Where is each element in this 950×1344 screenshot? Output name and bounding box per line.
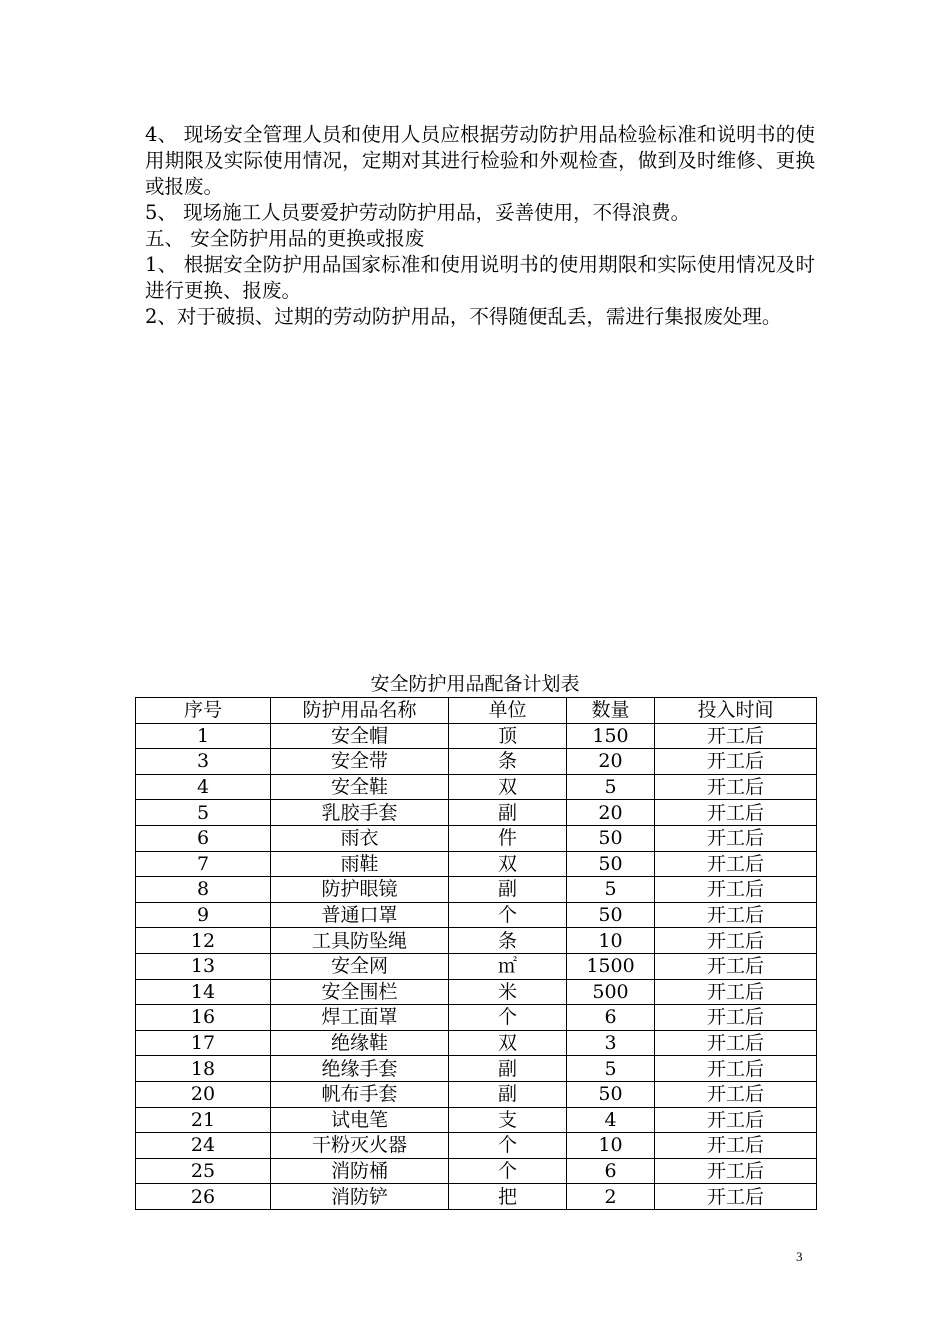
cell-time: 开工后 xyxy=(655,979,817,1005)
table-row xyxy=(136,902,817,928)
cell-item-name: 安全帽 xyxy=(271,723,449,749)
cell-quantity: 1500 xyxy=(567,953,655,979)
cell-time: 开工后 xyxy=(655,851,817,877)
table-row xyxy=(136,774,817,800)
paragraph-2: 2、对于破损、过期的劳动防护用品，不得随便乱丢，需进行集报废处理。 xyxy=(145,305,782,328)
cell-time: 开工后 xyxy=(655,1184,817,1210)
cell-unit: 把 xyxy=(449,1184,567,1210)
cell-seq: 16 xyxy=(136,1005,271,1031)
cell-seq: 5 xyxy=(136,800,271,826)
cell-seq: 26 xyxy=(136,1184,271,1210)
table-row xyxy=(136,1158,817,1184)
cell-item-name: 安全带 xyxy=(271,749,449,775)
cell-seq: 3 xyxy=(136,749,271,775)
cell-item-name: 试电笔 xyxy=(271,1107,449,1133)
cell-quantity: 10 xyxy=(567,1133,655,1159)
cell-seq: 17 xyxy=(136,1030,271,1056)
cell-unit: 双 xyxy=(449,774,567,800)
cell-unit: 副 xyxy=(449,800,567,826)
table-row xyxy=(136,800,817,826)
cell-quantity: 3 xyxy=(567,1030,655,1056)
cell-item-name: 雨鞋 xyxy=(271,851,449,877)
table-row xyxy=(136,851,817,877)
cell-unit: 副 xyxy=(449,1081,567,1107)
table-body xyxy=(136,723,817,1209)
cell-item-name: 雨衣 xyxy=(271,825,449,851)
cell-item-name: 干粉灭火器 xyxy=(271,1133,449,1159)
table-row xyxy=(136,877,817,903)
header-time: 投入时间 xyxy=(655,698,817,724)
cell-unit: 双 xyxy=(449,1030,567,1056)
header-seq: 序号 xyxy=(136,698,271,724)
cell-item-name: 焊工面罩 xyxy=(271,1005,449,1031)
cell-seq: 24 xyxy=(136,1133,271,1159)
table-row xyxy=(136,723,817,749)
cell-unit: 个 xyxy=(449,1005,567,1031)
page-number: 3 xyxy=(796,1249,803,1264)
cell-seq: 18 xyxy=(136,1056,271,1082)
cell-unit: ㎡ xyxy=(449,953,567,979)
table-row xyxy=(136,928,817,954)
cell-unit: 条 xyxy=(449,928,567,954)
paragraph-1: 1、 根据安全防护用品国家标准和使用说明书的使用期限和实际使用情况及时进行更换、报废。 xyxy=(145,253,815,302)
cell-time: 开工后 xyxy=(655,1081,817,1107)
cell-time: 开工后 xyxy=(655,1030,817,1056)
cell-time: 开工后 xyxy=(655,723,817,749)
section-heading-5: 五、 安全防护用品的更换或报废 xyxy=(145,227,425,250)
cell-seq: 7 xyxy=(136,851,271,877)
cell-seq: 13 xyxy=(136,953,271,979)
cell-time: 开工后 xyxy=(655,928,817,954)
cell-quantity: 50 xyxy=(567,902,655,928)
cell-seq: 25 xyxy=(136,1158,271,1184)
cell-unit: 副 xyxy=(449,1056,567,1082)
cell-seq: 12 xyxy=(136,928,271,954)
table-row xyxy=(136,1133,817,1159)
cell-time: 开工后 xyxy=(655,1158,817,1184)
cell-item-name: 绝缘鞋 xyxy=(271,1030,449,1056)
cell-unit: 个 xyxy=(449,1158,567,1184)
cell-seq: 1 xyxy=(136,723,271,749)
cell-unit: 支 xyxy=(449,1107,567,1133)
cell-time: 开工后 xyxy=(655,774,817,800)
cell-item-name: 普通口罩 xyxy=(271,902,449,928)
cell-seq: 21 xyxy=(136,1107,271,1133)
cell-quantity: 20 xyxy=(567,749,655,775)
cell-seq: 6 xyxy=(136,825,271,851)
cell-unit: 副 xyxy=(449,877,567,903)
cell-unit: 件 xyxy=(449,825,567,851)
table-header-row xyxy=(136,698,817,724)
cell-item-name: 乳胶手套 xyxy=(271,800,449,826)
cell-time: 开工后 xyxy=(655,825,817,851)
table-row xyxy=(136,953,817,979)
cell-quantity: 10 xyxy=(567,928,655,954)
table-row xyxy=(136,1107,817,1133)
cell-item-name: 工具防坠绳 xyxy=(271,928,449,954)
cell-item-name: 安全网 xyxy=(271,953,449,979)
table-row xyxy=(136,979,817,1005)
cell-unit: 条 xyxy=(449,749,567,775)
cell-item-name: 帆布手套 xyxy=(271,1081,449,1107)
cell-seq: 9 xyxy=(136,902,271,928)
cell-quantity: 2 xyxy=(567,1184,655,1210)
body-text xyxy=(145,122,815,330)
cell-seq: 20 xyxy=(136,1081,271,1107)
cell-seq: 4 xyxy=(136,774,271,800)
cell-unit: 双 xyxy=(449,851,567,877)
cell-quantity: 4 xyxy=(567,1107,655,1133)
cell-quantity: 150 xyxy=(567,723,655,749)
header-unit: 单位 xyxy=(449,698,567,724)
header-quantity: 数量 xyxy=(567,698,655,724)
cell-quantity: 50 xyxy=(567,851,655,877)
cell-time: 开工后 xyxy=(655,902,817,928)
table-row xyxy=(136,1081,817,1107)
cell-quantity: 5 xyxy=(567,877,655,903)
cell-item-name: 消防桶 xyxy=(271,1158,449,1184)
cell-item-name: 防护眼镜 xyxy=(271,877,449,903)
cell-time: 开工后 xyxy=(655,953,817,979)
cell-item-name: 安全鞋 xyxy=(271,774,449,800)
cell-quantity: 50 xyxy=(567,825,655,851)
cell-quantity: 5 xyxy=(567,1056,655,1082)
cell-quantity: 50 xyxy=(567,1081,655,1107)
equipment-plan-table xyxy=(135,697,817,1210)
cell-time: 开工后 xyxy=(655,800,817,826)
cell-time: 开工后 xyxy=(655,877,817,903)
cell-quantity: 20 xyxy=(567,800,655,826)
table-row xyxy=(136,1184,817,1210)
cell-item-name: 消防铲 xyxy=(271,1184,449,1210)
cell-quantity: 6 xyxy=(567,1158,655,1184)
cell-quantity: 5 xyxy=(567,774,655,800)
table-row xyxy=(136,1030,817,1056)
paragraph-5: 5、 现场施工人员要爱护劳动防护用品，妥善使用，不得浪费。 xyxy=(145,201,691,224)
cell-item-name: 绝缘手套 xyxy=(271,1056,449,1082)
paragraph-4: 4、 现场安全管理人员和使用人员应根据劳动防护用品检验标准和说明书的使用期限及实际使用情况，定期对其进行检验和外观检查，做到及时维修、更换或报废。 xyxy=(145,123,815,198)
table-row xyxy=(136,825,817,851)
cell-seq: 14 xyxy=(136,979,271,1005)
cell-seq: 8 xyxy=(136,877,271,903)
cell-time: 开工后 xyxy=(655,1133,817,1159)
cell-unit: 米 xyxy=(449,979,567,1005)
cell-time: 开工后 xyxy=(655,1005,817,1031)
cell-quantity: 500 xyxy=(567,979,655,1005)
cell-time: 开工后 xyxy=(655,1056,817,1082)
cell-unit: 个 xyxy=(449,902,567,928)
cell-item-name: 安全围栏 xyxy=(271,979,449,1005)
cell-time: 开工后 xyxy=(655,749,817,775)
table-row xyxy=(136,1056,817,1082)
table-row xyxy=(136,749,817,775)
table-title: 安全防护用品配备计划表 xyxy=(370,673,580,695)
cell-quantity: 6 xyxy=(567,1005,655,1031)
cell-unit: 个 xyxy=(449,1133,567,1159)
table-row xyxy=(136,1005,817,1031)
cell-time: 开工后 xyxy=(655,1107,817,1133)
cell-unit: 顶 xyxy=(449,723,567,749)
header-item-name: 防护用品名称 xyxy=(271,698,449,724)
